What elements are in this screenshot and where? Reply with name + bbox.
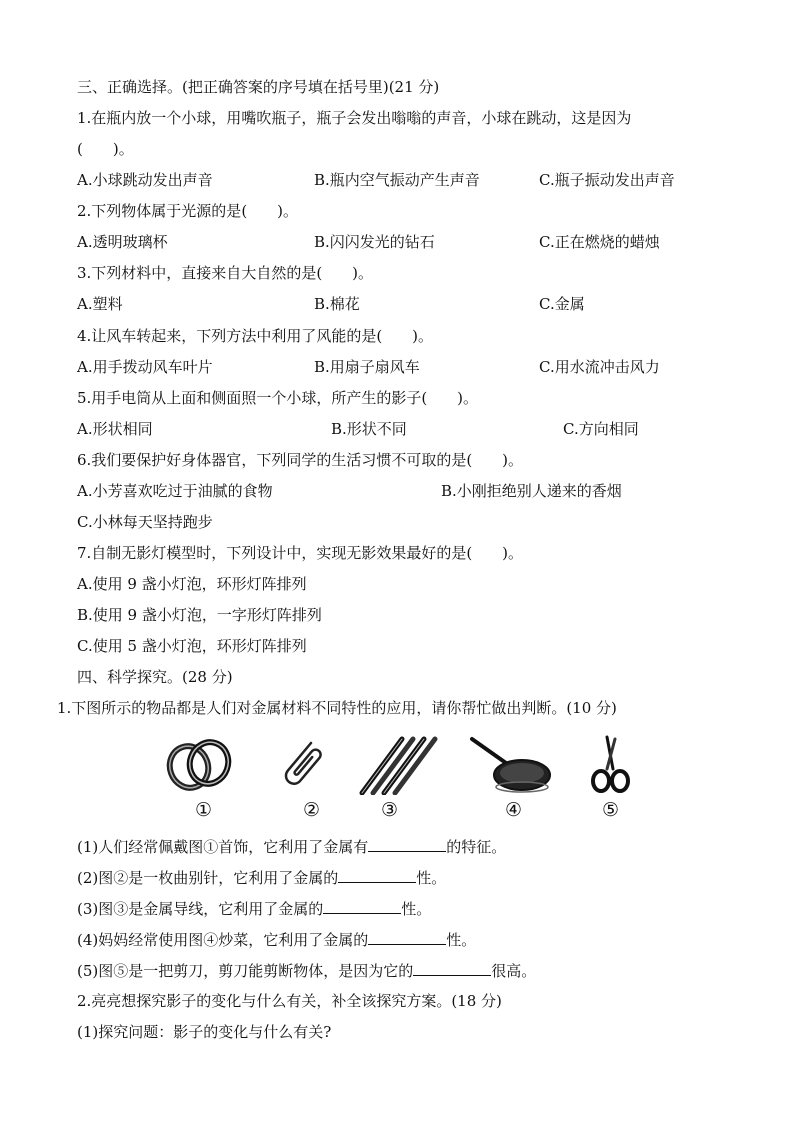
q6-stem: 6.我们要保护好身体器官，下列同学的生活习惯不可取的是( )。 — [77, 451, 524, 469]
s4-q1-item-1: (1)人们经常佩戴图①首饰，它利用了金属有 的特征。 — [77, 838, 507, 856]
q2-option-a: A.透明玻璃杯 — [77, 233, 168, 251]
q5-stem: 5.用手电筒从上面和侧面照一个小球，所产生的影子( )。 — [77, 389, 479, 407]
s4-q1-item-5: (5)图⑤是一把剪刀，剪刀能剪断物体，是因为它的 很高。 — [77, 962, 537, 980]
q5-option-c: C.方向相同 — [563, 420, 639, 438]
section-4-heading: 四、科学探究。(28 分) — [77, 668, 233, 686]
s4-q1-item-2: (2)图②是一枚曲别针，它利用了金属的 性。 — [77, 869, 447, 887]
s4-q2-stem: 2.亮亮想探究影子的变化与什么有关，补全该探究方案。(18 分) — [77, 992, 502, 1010]
s4-q2-sub1: (1)探究问题：影子的变化与什么有关? — [77, 1023, 332, 1041]
rings-icon — [165, 735, 235, 795]
q1-stem-line1: 1.在瓶内放一个小球，用嘴吹瓶子，瓶子会发出嗡嗡的声音，小球在跳动，这是因为 — [77, 109, 632, 127]
answer-blank-2[interactable] — [338, 867, 416, 883]
s4-q1-item-4: (4)妈妈经常使用图④炒菜，它利用了金属的 性。 — [77, 931, 477, 949]
figure-label-5: ⑤ — [602, 799, 620, 821]
figure-label-2: ② — [303, 799, 321, 821]
scissors-icon — [585, 735, 635, 795]
q7-option-b: B.使用 9 盏小灯泡，一字形灯阵排列 — [77, 606, 322, 624]
frying-pan-icon — [466, 735, 556, 795]
q1-stem-line2: ( )。 — [77, 140, 134, 158]
figure-label-4: ④ — [505, 799, 523, 821]
q5-option-a: A.形状相同 — [77, 420, 153, 438]
answer-blank-3[interactable] — [323, 898, 401, 914]
s4-q1-item-3: (3)图③是金属导线，它利用了金属的 性。 — [77, 900, 432, 918]
paperclip-icon — [273, 735, 333, 795]
wires-icon — [357, 735, 442, 795]
q4-option-b: B.用扇子扇风车 — [314, 358, 420, 376]
q4-option-a: A.用手拨动风车叶片 — [77, 358, 213, 376]
section-3-heading: 三、正确选择。(把正确答案的序号填在括号里)(21 分) — [77, 78, 440, 96]
q2-option-b: B.闪闪发光的钻石 — [314, 233, 435, 251]
q6-option-a: A.小芳喜欢吃过于油腻的食物 — [77, 482, 273, 500]
q1-option-c: C.瓶子振动发出声音 — [539, 171, 675, 189]
s4-q1-stem: 1.下图所示的物品都是人们对金属材料不同特性的应用，请你帮忙做出判断。(10 分) — [57, 699, 617, 717]
q7-option-c: C.使用 5 盏小灯泡，环形灯阵排列 — [77, 637, 307, 655]
answer-blank-5[interactable] — [413, 960, 491, 976]
answer-blank-4[interactable] — [368, 929, 446, 945]
q5-option-b: B.形状不同 — [331, 420, 407, 438]
q7-option-a: A.使用 9 盏小灯泡，环形灯阵排列 — [77, 575, 307, 593]
q3-stem: 3.下列材料中，直接来自大自然的是( )。 — [77, 264, 374, 282]
q6-option-b: B.小刚拒绝别人递来的香烟 — [441, 482, 622, 500]
q1-option-b: B.瓶内空气振动产生声音 — [314, 171, 480, 189]
q2-stem: 2.下列物体属于光源的是( )。 — [77, 202, 299, 220]
q3-option-c: C.金属 — [539, 295, 585, 313]
q7-stem: 7.自制无影灯模型时，下列设计中，实现无影效果最好的是( )。 — [77, 544, 524, 562]
figure-label-3: ③ — [381, 799, 399, 821]
answer-blank-1[interactable] — [368, 836, 446, 852]
q3-option-a: A.塑料 — [77, 295, 123, 313]
q4-stem: 4.让风车转起来，下列方法中利用了风能的是( )。 — [77, 327, 434, 345]
figure-label-1: ① — [195, 799, 213, 821]
q1-option-a: A.小球跳动发出声音 — [77, 171, 213, 189]
q3-option-b: B.棉花 — [314, 295, 360, 313]
q2-option-c: C.正在燃烧的蜡烛 — [539, 233, 660, 251]
q6-option-c: C.小林每天坚持跑步 — [77, 513, 213, 531]
q4-option-c: C.用水流冲击风力 — [539, 358, 660, 376]
